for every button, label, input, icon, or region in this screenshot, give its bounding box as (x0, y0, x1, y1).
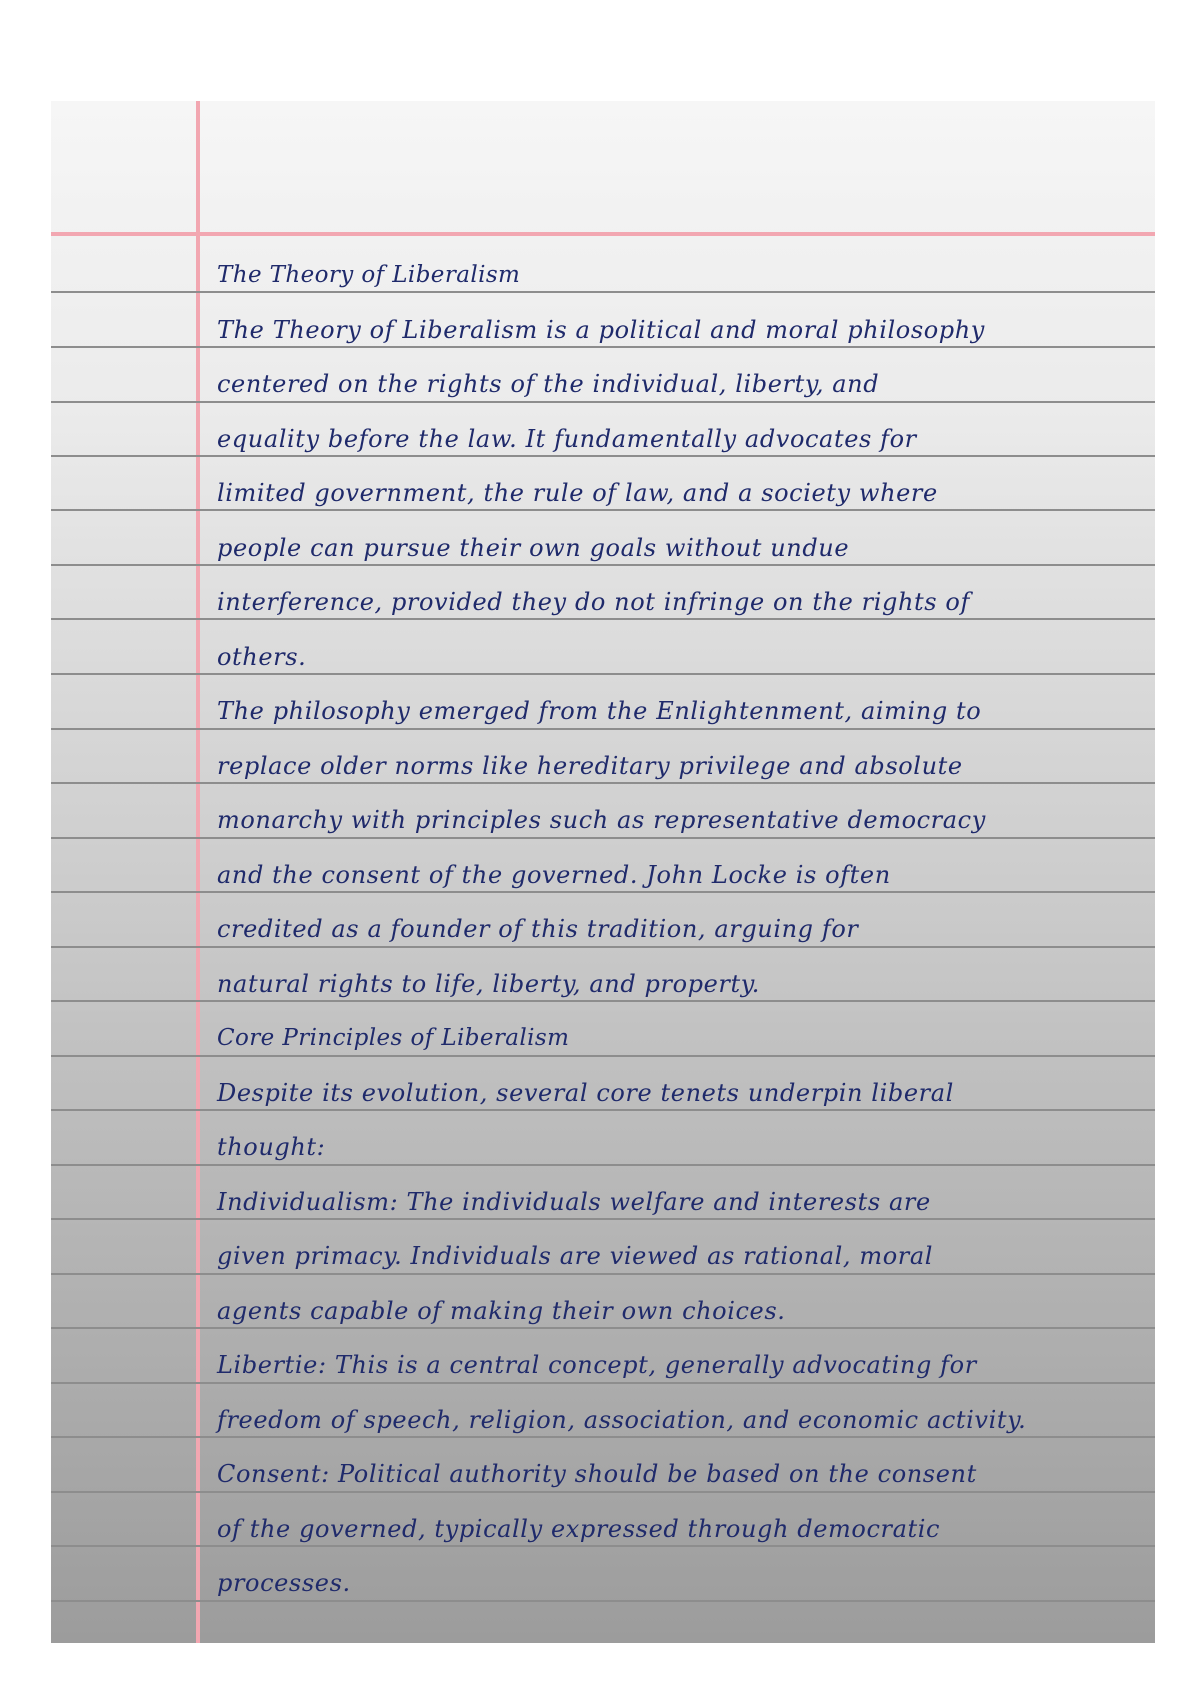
ruled-line (51, 1600, 1155, 1602)
ruled-line (51, 455, 1155, 457)
ruled-line (51, 1382, 1155, 1384)
ruled-line (51, 291, 1155, 293)
ruled-line (51, 618, 1155, 620)
text-line: processes. (217, 1569, 351, 1597)
text-line: of the governed, typically expressed through democratic (217, 1515, 941, 1543)
text-line: The philosophy emerged from the Enlightenment, aiming to (217, 697, 982, 725)
ruled-line (51, 509, 1155, 511)
text-line: equality before the law. It fundamentally advocates for (217, 425, 917, 453)
document-title: The Theory of Liberalism (217, 262, 521, 288)
ruled-line (51, 1000, 1155, 1002)
text-line: natural rights to life, liberty, and property. (217, 970, 760, 998)
ruled-line (51, 1218, 1155, 1220)
ruled-line (51, 1109, 1155, 1111)
text-line: agents capable of making their own choices. (217, 1297, 786, 1325)
ruled-line (51, 564, 1155, 566)
text-line: The Theory of Liberalism is a political and moral philosophy (217, 316, 985, 344)
text-line: centered on the rights of the individual, liberty, and (217, 370, 880, 398)
text-line: and the consent of the governed. John Locke is often (217, 861, 891, 889)
ruled-line (51, 1545, 1155, 1547)
left-margin-rule (196, 101, 200, 1643)
section-heading: Core Principles of Liberalism (217, 1025, 570, 1051)
text-line: Libertie: This is a central concept, generally advocating for (217, 1351, 977, 1379)
text-line: interference, provided they do not infringe on the rights of (217, 588, 970, 616)
ruled-line (51, 891, 1155, 893)
text-line: thought: (217, 1133, 326, 1161)
ruled-line (51, 1436, 1155, 1438)
ruled-line (51, 673, 1155, 675)
text-line: others. (217, 643, 307, 671)
text-line: Individualism: The individuals welfare and interests are (217, 1188, 931, 1216)
ruled-line (51, 837, 1155, 839)
ruled-line (51, 1273, 1155, 1275)
text-line: people can pursue their own goals without undue (217, 534, 850, 562)
text-line: replace older norms like hereditary privilege and absolute (217, 752, 963, 780)
notebook-page (51, 101, 1155, 1643)
top-margin-rule (51, 232, 1155, 236)
text-line: Consent: Political authority should be based on the consent (217, 1460, 977, 1488)
ruled-line (51, 1055, 1155, 1057)
text-line: freedom of speech, religion, association, and economic activity. (217, 1406, 1027, 1434)
ruled-line (51, 346, 1155, 348)
text-line: credited as a founder of this tradition, arguing for (217, 915, 859, 943)
ruled-line (51, 1491, 1155, 1493)
text-line: monarchy with principles such as representative democracy (217, 806, 986, 834)
text-line: limited government, the rule of law, and a society where (217, 479, 938, 507)
ruled-line (51, 782, 1155, 784)
ruled-line (51, 1164, 1155, 1166)
ruled-line (51, 401, 1155, 403)
ruled-line (51, 728, 1155, 730)
ruled-line (51, 946, 1155, 948)
text-line: Despite its evolution, several core tenets underpin liberal (217, 1079, 954, 1107)
text-line: given primacy. Individuals are viewed as rational, moral (217, 1242, 934, 1270)
ruled-line (51, 1327, 1155, 1329)
